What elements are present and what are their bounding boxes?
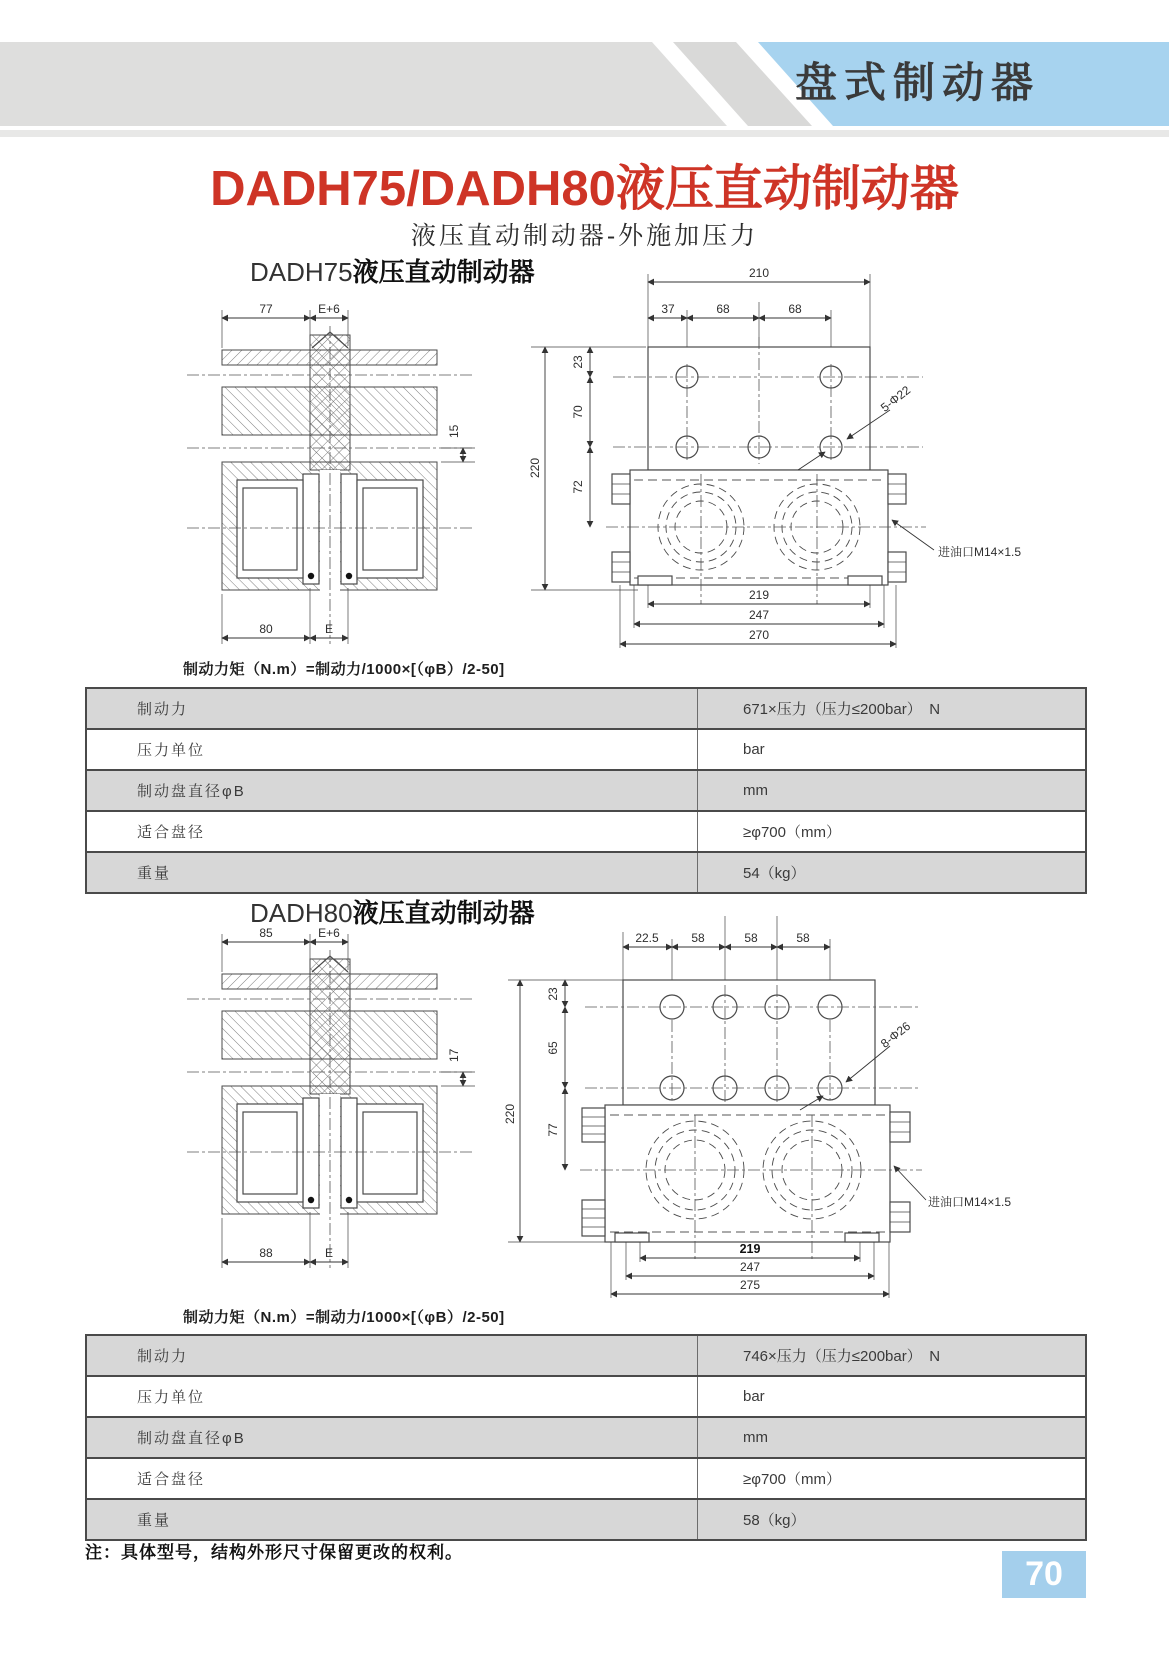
brake-body [605, 1105, 890, 1242]
dim-b1: 219 [739, 1242, 761, 1256]
piston-left [303, 474, 319, 584]
dim-bottom-mid: E [324, 1246, 334, 1260]
row-label: 压力单位 [137, 1389, 206, 1406]
row-label: 适合盘径 [137, 824, 206, 841]
dim-v3: 72 [571, 480, 585, 494]
oil-port-label: 进油口M14×1.5 [938, 545, 1022, 559]
footnote: 注：具体型号，结构外形尺寸保留更改的权利。 [85, 1543, 463, 1562]
dim-v2: 65 [546, 1041, 560, 1055]
dim-holes: 8-Φ26 [877, 1018, 914, 1051]
dim-gap: 15 [447, 424, 461, 438]
mounting-plate [623, 980, 875, 1105]
piston-left [303, 1098, 319, 1208]
table-row [87, 1459, 1085, 1500]
page-title: DADH75/DADH80液压直动制动器 [210, 162, 959, 216]
dim-b1: 219 [748, 588, 770, 602]
dadh80-torque-formula: 制动力矩（N.m）=制动力/1000×[（φB）/2-50] [183, 1309, 505, 1326]
dim-v1: 23 [571, 355, 585, 369]
table-row [87, 1418, 1085, 1459]
table-row [87, 1377, 1085, 1418]
dadh75-torque-formula: 制动力矩（N.m）=制动力/1000×[（φB）/2-50] [183, 661, 505, 678]
table-row [87, 853, 1085, 892]
section-title-dadh75 [250, 252, 535, 289]
dim-p1: 37 [661, 302, 675, 316]
row-label: 制动盘直径φB [137, 1430, 246, 1447]
dim-width-left: 85 [259, 926, 273, 940]
row-label: 重量 [137, 1512, 172, 1529]
dadh80-plan-drawing [490, 900, 1050, 1300]
dim-b2: 247 [748, 608, 770, 622]
dim-p2: 68 [716, 302, 730, 316]
top-plate [222, 350, 437, 365]
header-category-title: 盘式制动器 [795, 59, 1041, 106]
dim-p4: 58 [796, 931, 810, 945]
dim-b3: 270 [748, 628, 770, 642]
row-value: mm [697, 1418, 1085, 1457]
dadh75-spec-table [85, 687, 1087, 894]
piston-right [341, 474, 357, 584]
row-value: ≥φ700（mm） [697, 812, 1085, 851]
dim-width-left: 77 [259, 302, 273, 316]
page-number-badge [1002, 1551, 1086, 1598]
row-label: 制动力 [137, 701, 189, 718]
table-row [87, 812, 1085, 853]
dim-bottom-left: 80 [259, 622, 273, 636]
dim-b3: 275 [739, 1278, 761, 1292]
row-label: 重量 [137, 865, 172, 882]
row-label: 压力单位 [137, 742, 206, 759]
dim-width-mid: E+6 [318, 926, 340, 940]
dadh80-spec-table [85, 1334, 1087, 1541]
dim-overall-width: 210 [748, 266, 770, 280]
dim-holes: 5-Φ22 [877, 382, 914, 415]
dim-bottom-left: 88 [259, 1246, 273, 1260]
dim-bottom-mid: E [324, 622, 334, 636]
dim-p3: 58 [744, 931, 758, 945]
dim-v1: 23 [546, 987, 560, 1001]
row-value: bar [697, 1377, 1085, 1416]
row-value: 671×压力（压力≤200bar） N [697, 689, 1085, 728]
dim-v3: 77 [546, 1123, 560, 1137]
table-row [87, 1336, 1085, 1377]
page-subtitle: 液压直动制动器-外施加压力 [410, 222, 759, 250]
dim-overall-height: 220 [503, 1103, 517, 1125]
table-row [87, 689, 1085, 730]
table-row [87, 1500, 1085, 1539]
oil-port-label: 进油口M14×1.5 [928, 1195, 1012, 1209]
row-value: 54（kg） [697, 853, 1085, 892]
row-label: 制动盘直径φB [137, 783, 246, 800]
dim-p3: 68 [788, 302, 802, 316]
row-value: ≥φ700（mm） [697, 1459, 1085, 1498]
dim-gap: 17 [447, 1048, 461, 1062]
row-value: mm [697, 771, 1085, 810]
dim-overall-height: 220 [528, 457, 542, 479]
brake-body [630, 470, 888, 585]
row-label: 制动力 [137, 1348, 189, 1365]
dadh80-cross-section-drawing [175, 912, 485, 1274]
dim-width-mid: E+6 [318, 302, 340, 316]
table-row [87, 771, 1085, 812]
row-value: 58（kg） [697, 1500, 1085, 1539]
dim-v2: 70 [571, 405, 585, 419]
row-label: 适合盘径 [137, 1471, 206, 1488]
page-number: 70 [1025, 1555, 1063, 1593]
mid-block [222, 387, 437, 435]
model-code: DADH80 [250, 898, 353, 928]
dadh75-cross-section-drawing [175, 288, 485, 650]
row-value: bar [697, 730, 1085, 769]
dadh75-plan-drawing [498, 252, 1058, 652]
top-plate [222, 974, 437, 989]
mid-block [222, 1011, 437, 1059]
header-underline-strip [0, 130, 1169, 137]
dim-p1: 22.5 [635, 931, 659, 945]
dim-b2: 247 [739, 1260, 761, 1274]
row-value: 746×压力（压力≤200bar） N [697, 1336, 1085, 1375]
model-name: 液压直动制动器 [352, 898, 535, 928]
dim-p2: 58 [691, 931, 705, 945]
model-name: 液压直动制动器 [352, 257, 535, 287]
table-row [87, 730, 1085, 771]
model-code: DADH75 [250, 257, 353, 287]
piston-right [341, 1098, 357, 1208]
